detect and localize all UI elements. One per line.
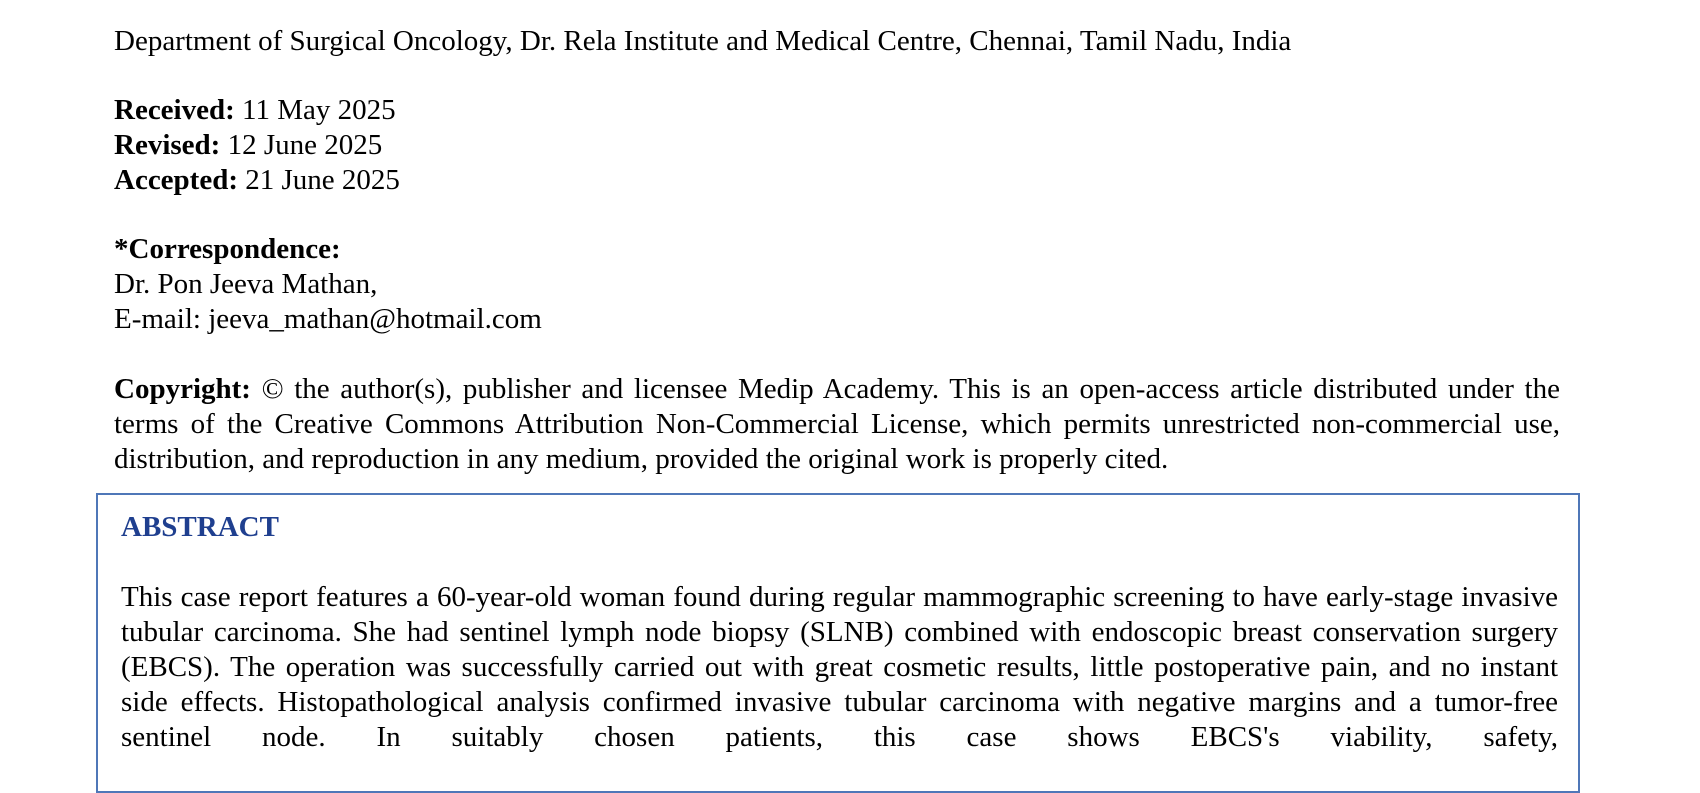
author-affiliation: Department of Surgical Oncology, Dr. Rela Institute and Medical Centre, Chennai, Tamil Nadu, India bbox=[114, 25, 1292, 57]
revised-date: 12 June 2025 bbox=[220, 129, 383, 161]
correspondence-label: *Correspondence: bbox=[114, 233, 341, 265]
revised-date-line bbox=[114, 128, 400, 163]
email-prefix: E-mail: bbox=[114, 303, 209, 335]
copyright-notice bbox=[114, 372, 1560, 477]
copyright-text: © the author(s), publisher and licensee Medip Academy. This is an open-access article distributed under the terms of the Creative Commons Attribution Non-Commercial License, which permits unrestricted non-commercial use, distribution, and reproduction in any medium, provided the original work is properly cited. bbox=[114, 373, 1560, 475]
article-dates bbox=[114, 93, 400, 198]
received-label: Received: bbox=[114, 94, 235, 126]
correspondence-email[interactable]: jeeva_mathan@hotmail.com bbox=[208, 303, 542, 335]
received-date: 11 May 2025 bbox=[234, 94, 396, 126]
abstract-title: ABSTRACT bbox=[121, 511, 279, 543]
correspondence-email-line bbox=[114, 302, 542, 337]
abstract-box bbox=[96, 493, 1580, 793]
accepted-date: 21 June 2025 bbox=[238, 164, 400, 196]
accepted-date-line bbox=[114, 163, 400, 198]
correspondence-block bbox=[114, 232, 542, 337]
received-date-line bbox=[114, 93, 400, 128]
accepted-label: Accepted: bbox=[114, 164, 239, 196]
copyright-label: Copyright: bbox=[114, 373, 251, 405]
abstract-text: This case report features a 60-year-old woman found during regular mammographic screening to have early-stage invasive tubular carcinoma. She had sentinel lymph node biopsy (SLNB) combined with endoscopic breast conservation surgery (EBCS). The operation was successfully carried out with great cosmetic results, little postoperative pain, and no instant side effects. Histopathological analysis confirmed invasive tubular carcinoma with negative margins and a tumor-free sentinel node. In suitably chosen patients, this case shows EBCS's viability, safety, bbox=[121, 581, 1558, 753]
correspondence-name: Dr. Pon Jeeva Mathan, bbox=[114, 268, 378, 300]
revised-label: Revised: bbox=[114, 129, 221, 161]
